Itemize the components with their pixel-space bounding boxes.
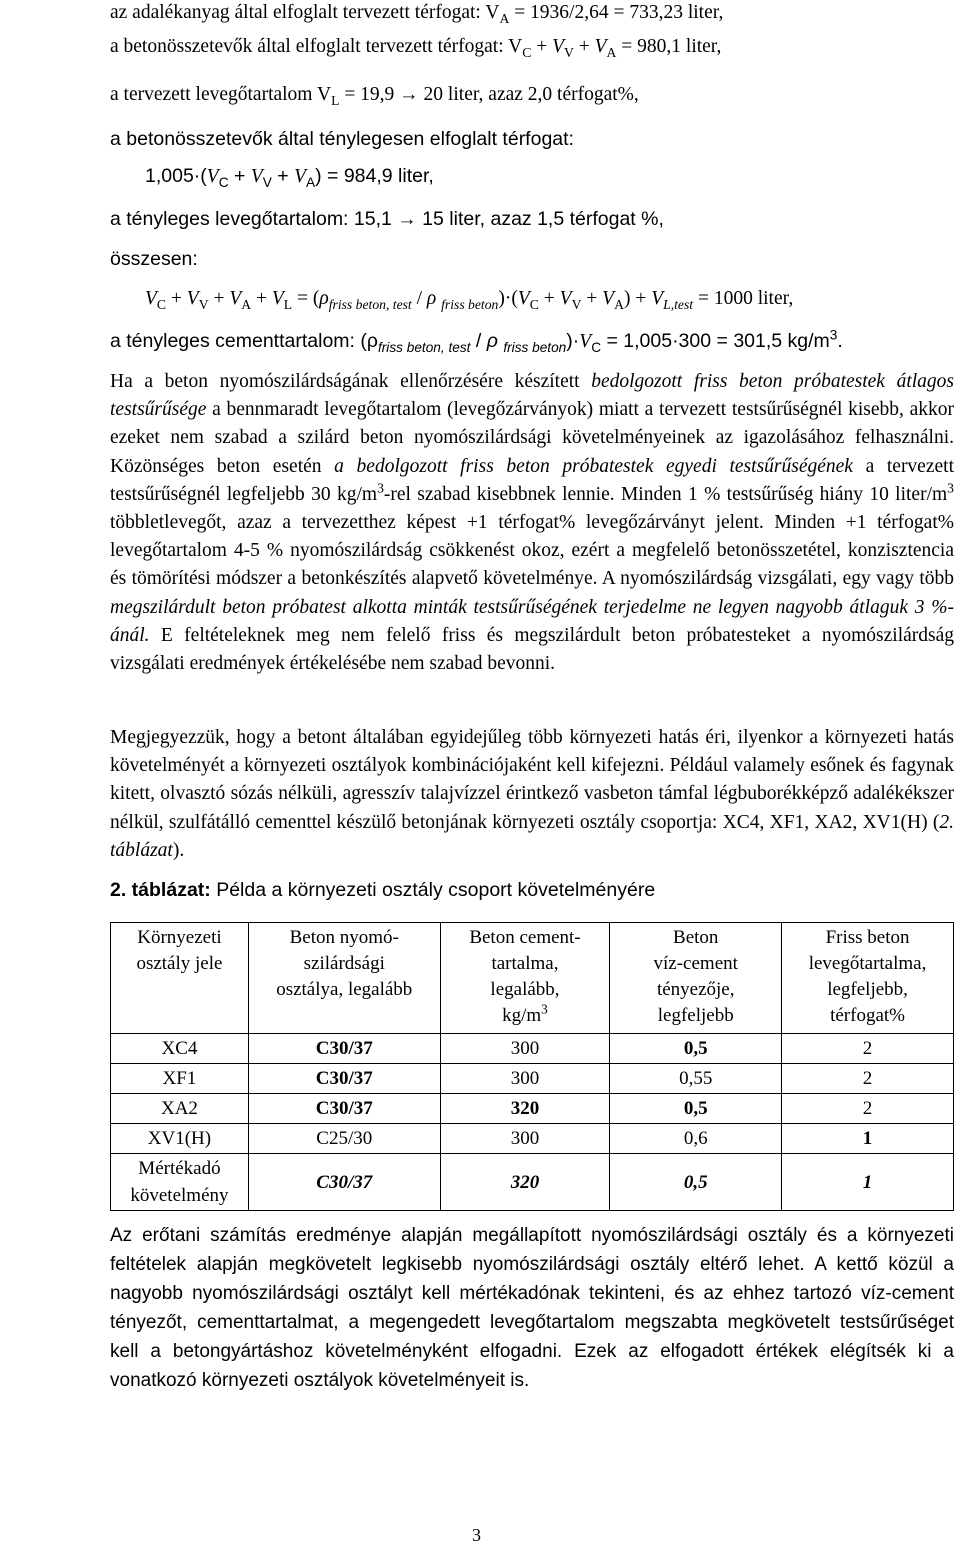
table-row	[111, 1034, 954, 1064]
table-cell: Mértékadó követelmény	[111, 1154, 249, 1211]
header-cell: Környezeti osztály jele	[111, 923, 249, 1034]
text: a tényleges cementtartalom: (ρ	[110, 330, 378, 352]
text: ) = 984,9 liter,	[315, 165, 434, 187]
text: a bedolgozott friss beton próbatestek egyedi testsűrűségének	[334, 455, 853, 477]
header-cell: Beton cement- tartalma, legalább, $kg/m^3$	[440, 923, 610, 1034]
line-total-label: összesen:	[110, 248, 198, 270]
table-cell: 300	[440, 1064, 610, 1094]
table-cell: 2	[782, 1034, 954, 1064]
text: a betonösszetevők által elfoglalt tervezett térfogat: V	[110, 36, 523, 57]
text: ).	[172, 839, 185, 861]
header-cell: Beton víz-cement tényezője, legfeljebb	[610, 923, 782, 1034]
line-cement-content: a tényleges cementtartalom: ($\rho_{friss beton, test}$ / ρ $_{friss beton})\cdot V_C = 1,005\cdot 300 = 301,5$ $kg/m^3$.	[110, 327, 843, 355]
table-row	[111, 1094, 954, 1124]
page-number: 3	[472, 1525, 481, 1545]
table-cell: C30/37	[248, 1154, 440, 1211]
line-planned-air: a tervezett levegőtartalom $V_L = 19,9 \to 20$ liter, azaz 2,0 térfogat%,	[110, 84, 639, 108]
table-cell: C25/30	[248, 1124, 440, 1154]
line-total-formula: $V_C + V_V + V_A + V_L = (\rho_{friss beton, test} / \rho$ $_{friss beton})\cdot(V_C + V_V + V_A) + V_{L,test} = 1000$ liter,	[145, 288, 794, 312]
table-cell: XF1	[111, 1064, 249, 1094]
table-cell: 1	[782, 1154, 954, 1211]
caption-number: 2. táblázat:	[110, 879, 211, 901]
table-row	[111, 1124, 954, 1154]
environment-class-table	[110, 922, 954, 1211]
text: a bennmaradt levegőtartalom (levegőzárványok) miatt a tervezett testsűrűségnél kisebb, akkor ezeket nem szabad a szilárd beton nyomószilárdsági követelményeinek az igazolásához felhasználni. Közönséges beton esetén	[110, 399, 954, 477]
table-cell: 1	[782, 1124, 954, 1154]
table-cell: C30/37	[248, 1034, 440, 1064]
text: Megjegyezzük, hogy a betont általában egyidejűleg több környezeti hatás éri, ilyenkor a környezeti hatás követelményét a környezeti osztályok kombinációjaként kell kifejezni. Például valamely esőnek és fagynak kitett, olvasztó sózás nélküli, agresszív talajvízzel érintkező vasbeton támfal légbuborékképző adalékékszer nélkül, szulfátálló cementtel készülő betonjának környezeti osztály csoportja: XC4, XF1, XA2, XV1(H) (	[110, 727, 954, 833]
line-components-volume: a betonösszetevők által elfoglalt tervezett térfogat: $V_C + V_V + V_A = 980,1$ liter,	[110, 36, 722, 60]
text: bedolgozott friss beton próbatestek átlagos testsűrűsége	[110, 371, 955, 421]
table-cell: 300	[440, 1034, 610, 1064]
text: Ha a beton nyomószilárdságának ellenőrzésére készített	[110, 371, 592, 392]
text: -rel szabad kisebbnek lennie. Minden 1 % testsűrűség hiány 10 liter/m	[383, 483, 948, 505]
table-cell: 320	[440, 1154, 610, 1211]
text: = 19,9 → 20 liter, azaz 2,0 térfogat%,	[339, 84, 639, 105]
table-cell: C30/37	[248, 1094, 440, 1124]
table-cell: 2	[782, 1094, 954, 1124]
table-cell: XA2	[111, 1094, 249, 1124]
table-cell: 0,55	[610, 1064, 782, 1094]
text: = 980,1 liter,	[616, 36, 722, 57]
text: = 1936/2,64 = 733,23 liter,	[509, 2, 724, 23]
text: E feltételeknek meg nem felelő friss és megszilárdult beton próbatesteket a nyomószilárdság vizsgálati eredmények értékelésébe nem szabad bevonni.	[110, 624, 954, 675]
line-aggregate-volume: az adalékanyag által elfoglalt tervezett térfogat: $V_A = 1936/2,64 = 733,23$ liter,	[110, 2, 724, 26]
table-cell: 0,5	[610, 1094, 782, 1124]
table-cell: 0,6	[610, 1124, 782, 1154]
table-row	[111, 1064, 954, 1094]
text: megszilárdult beton próbatest alkotta minták testsűrűségének terjedelme ne legyen nagyobb átlaguk 3 %-ánál.	[110, 596, 954, 646]
table-cell: 300	[440, 1124, 610, 1154]
paragraph-environment-classes	[110, 724, 954, 865]
caption-text: Példa a környezeti osztály csoport követelményére	[210, 879, 656, 901]
table-row-governing	[111, 1154, 954, 1211]
line-actual-volume: a betonösszetevők által ténylegesen elfoglalt térfogat:	[110, 128, 574, 150]
text: az adalékanyag által elfoglalt tervezett térfogat: V	[110, 2, 500, 23]
text: a tervezett levegőtartalom V	[110, 84, 332, 105]
table-header-row	[111, 923, 954, 1034]
line-actual-air: a tényleges levegőtartalom: 15,1 → 15 liter, azaz 1,5 térfogat %,	[110, 208, 664, 230]
text: a tervezett testsűrűségnél legfeljebb 30 kg/m	[110, 455, 954, 505]
table-cell: XV1(H)	[111, 1124, 249, 1154]
text: = 1,005·300 = 301,5 kg/m	[601, 330, 830, 352]
table-cell: 320	[440, 1094, 610, 1124]
table-cell: 2	[782, 1064, 954, 1094]
text: többletlevegőt, azaz a tervezetthez képest +1 térfogat% levegőzárványt jelent. Minden +1 térfogat% levegőtartalom 4-5 % nyomószilárdság csökkenést okoz, ezért a megfelelő betonösszetétel, konzisztencia és tömörítési módszer a betonkészítés alapvető követelménye. A nyomószilárdság vizsgálati, egy vagy több	[110, 512, 954, 590]
table-cell: XC4	[111, 1034, 249, 1064]
table-reference: 2. táblázat	[110, 811, 954, 861]
table-cell: 0,5	[610, 1154, 782, 1211]
table-caption	[110, 879, 655, 902]
table-cell: C30/37	[248, 1064, 440, 1094]
paragraph-test-specimens: Ha a beton nyomószilárdságának ellenőrzésére készített bedolgozott friss beton próbatestek átlagos testsűrűsége a bennmaradt levegőtartalom (levegőzárványok) miatt a tervezett testsűrűségnél kisebb, akkor ezeket nem szabad a szilárd beton nyomószilárdsági követelményeinek az igazolásához felhasználni. Közönséges beton esetén a bedolgozott friss beton próbatestek egyedi testsűrűségének a tervezett testsűrűségnél legfeljebb 30 $kg/m^3$-rel szabad kisebbnek lennie. Minden 1 % testsűrűség hiány 10 liter/$m^3$ többletlevegőt, azaz a tervezetthez képest +1 térfogat% levegőzárványt jelent. Minden +1 térfogat% levegőtartalom 4-5 % nyomószilárdság csökkenést okoz, ezért a megfelelő betonösszetétel, konzisztencia és tömörítési módszer a betonkészítés alapvető követelménye. A nyomószilárdság vizsgálati, egy vagy több megszilárdult beton próbatest alkotta minták testsűrűségének terjedelme ne legyen nagyobb átlaguk 3 %-ánál. E feltételeknek meg nem felelő friss és megszilárdult beton próbatesteket a nyomószilárdság vizsgálati eredmények értékelésébe nem szabad bevonni.	[110, 371, 955, 675]
header-cell: Beton nyomó- szilárdsági osztálya, legalább	[248, 923, 440, 1034]
header-cell: Friss beton levegőtartalma, legfeljebb, térfogat%	[782, 923, 954, 1034]
table-cell: 0,5	[610, 1034, 782, 1064]
text: = 1000 liter,	[693, 288, 794, 309]
paragraph-strength-class: Az erőtani számítás eredménye alapján megállapított nyomószilárdsági osztály és a környezeti feltételek alapján megkövetelt legkisebb nyomószilárdsági osztály eltérő lehet. A kettő közül a nagyobb nyomószilárdsági osztályt kell mértékadónak tekinteni, és az ehhez tartozó víz-cement tényezőt, cementtartalmat, a megengedett levegőtartalom megszabta megkövetelt testsűrűséget kell a betongyártáshoz követelményként elfogadni. Ezek az elfogadott értékek elégítsék ki a vonatkozó környezeti osztályok követelményeit is.	[110, 1225, 954, 1391]
line-actual-volume-formula: $1,005\cdot(V_C + V_V + V_A) = 984,9$ liter,	[145, 165, 434, 190]
